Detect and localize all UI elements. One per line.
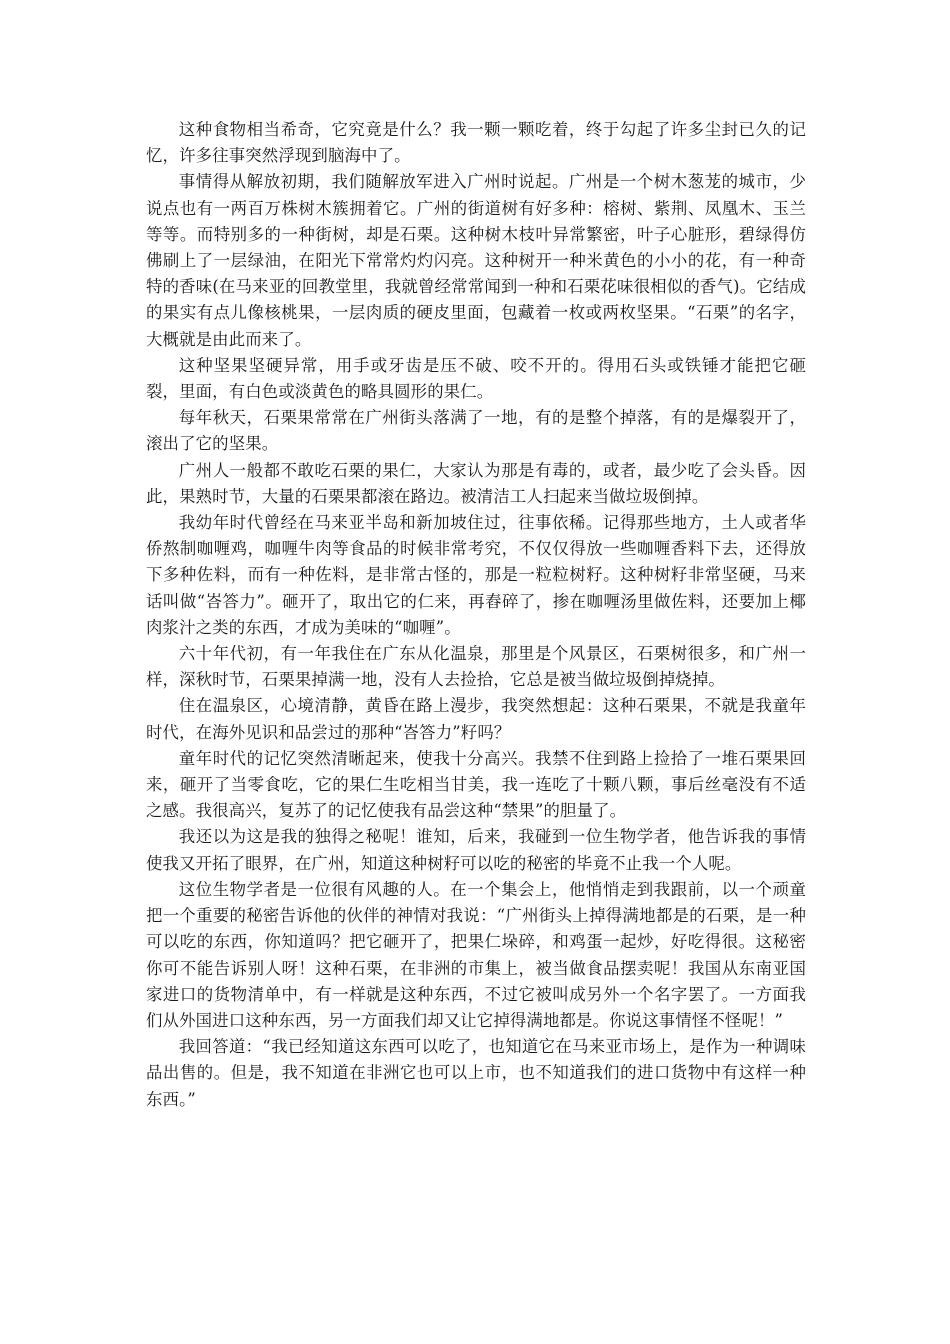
- article-body: [146, 117, 806, 1113]
- paragraph: 六十年代初，有一年我住在广东从化温泉，那里是个风景区，石栗树很多，和广州一样，深秋时节，石栗果掉满一地，没有人去捡拾，它总是被当做垃圾倒掉烧掉。: [146, 644, 806, 690]
- paragraph: 这种坚果坚硬异常，用手或牙齿是压不破、咬不开的。得用石头或铁锤才能把它砸裂，里面，有白色或淡黄色的略具圆形的果仁。: [146, 355, 806, 402]
- paragraph: 每年秋天，石栗果常常在广州街头落满了一地，有的是整个掉落，有的是爆裂开了，滚出了它的坚果。: [146, 408, 806, 454]
- paragraph: 这种食物相当希奇，它究竟是什么？我一颗一颗吃着，终于勾起了许多尘封已久的记忆，许多往事突然浮现到脑海中了。: [146, 120, 806, 166]
- paragraph: 我回答道：“我已经知道这东西可以吃了，也知道它在马来亚市场上，是作为一种调味品出售的。但是，我不知道在非洲它也可以上市，也不知道我们的进口货物中有这样一种东西。”: [146, 1037, 806, 1109]
- paragraph: 广州人一般都不敢吃石栗的果仁，大家认为那是有毒的，或者，最少吃了会头昏。因此，果熟时节，大量的石栗果都滚在路边。被清洁工人扫起来当做垃圾倒掉。: [146, 460, 806, 506]
- paragraph: 这位生物学者是一位很有风趣的人。在一个集会上，他悄悄走到我跟前，以一个顽童把一个重要的秘密告诉他的伙伴的神情对我说：“广州街头上掉得满地都是的石栗，是一种可以吃的东西，你知道吗？把它砸开了，把果仁垛碎，和鸡蛋一起炒，好吃得很。这秘密你可不能告诉别人呀！这种石栗，在非洲的市集上，被当做食品摆卖呢！我国从东南亚国家进口的货物清单中，有一样就是这种东西，不过它被叫成另外一个名字罢了。一方面我们从外国进口这种东西，另一方面我们却又让它掉得满地都是。你说这事情怪不怪呢！”: [146, 879, 806, 1030]
- paragraph: 我还以为这是我的独得之秘呢！谁知，后来，我碰到一位生物学者，他告诉我的事情使我又开拓了眼界，在广州，知道这种树籽可以吃的秘密的毕竟不止我一个人呢。: [146, 827, 806, 873]
- paragraph: 我幼年时代曾经在马来亚半岛和新加坡住过，往事依稀。记得那些地方，土人或者华侨熬制咖喱鸡，咖喱牛肉等食品的时候非常考究，不仅仅得放一些咖喱香料下去，还得放下多种佐料，而有一种佐料，是非常古怪的，那是一粒粒树籽。这种树籽非常坚硬，马来话叫做“峇答力”。砸开了，取出它的仁来，再舂碎了，掺在咖喱汤里做佐料，还要加上椰肉浆汁之类的东西，才成为美味的“咖喱”。: [146, 513, 806, 637]
- paragraph: 事情得从解放初期，我们随解放军进入广州时说起。广州是一个树木葱茏的城市，少说点也有一两百万株树木簇拥着它。广州的街道树有好多种：榕树、紫荆、凤凰木、玉兰等等。而特别多的一种街树，却是石栗。这种树木枝叶异常繁密，叶子心脏形，碧绿得仿佛刷上了一层绿油，在阳光下常常灼灼闪亮。这种树开一种米黄色的小小的花，有一种奇特的香味(在马来亚的回教堂里，我就曾经常常闻到一种和石栗花味很相似的香气)。它结成的果实有点儿像核桃果，一层肉质的硬皮里面，包藏着一枚或两枚坚果。“石栗”的名字，大概就是由此而来了。: [146, 172, 806, 349]
- paragraph: 童年时代的记忆突然清晰起来，使我十分高兴。我禁不住到路上捡拾了一堆石栗果回来，砸开了当零食吃，它的果仁生吃相当甘美，我一连吃了十颗八颗，事后丝毫没有不适之感。我很高兴，复苏了的记忆使我有品尝这种“禁果”的胆量了。: [146, 748, 806, 821]
- paragraph: 住在温泉区，心境清静，黄昏在路上漫步，我突然想起：这种石栗果，不就是我童年时代，在海外见识和品尝过的那种“峇答力”籽吗？: [146, 696, 806, 742]
